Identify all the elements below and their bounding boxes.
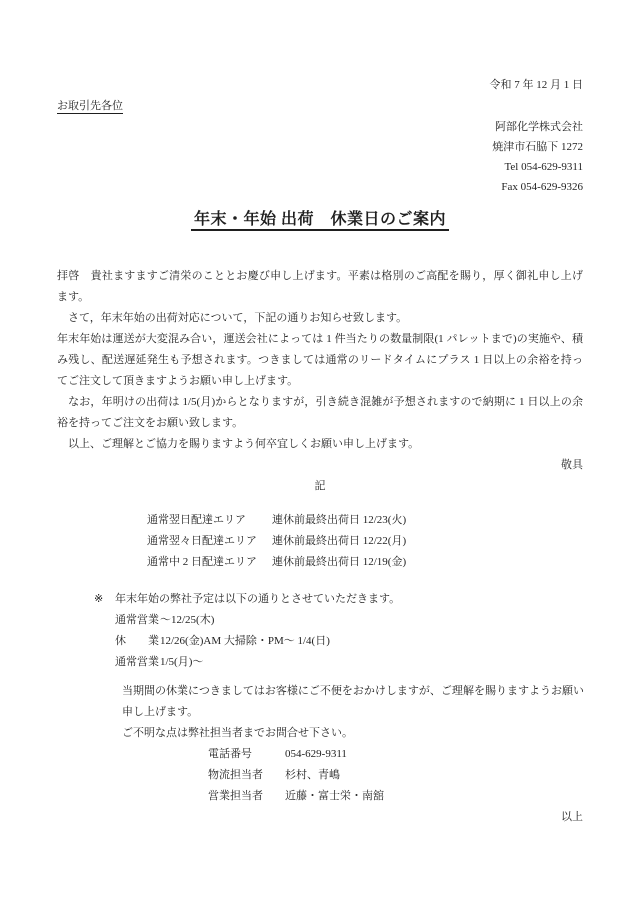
body-paragraph-greeting: 拝啓 貴社ますますご清栄のこととお慶び申し上げます。平素は格別のご高配を賜り，厚く御礼申し上げます。 <box>57 270 583 303</box>
delivery-deadline-value: 連休前最終出荷日 12/19(金) <box>272 556 407 568</box>
contact-label: 物流担当者 <box>208 769 263 781</box>
delivery-deadline-value: 連休前最終出荷日 12/22(月) <box>272 535 407 547</box>
sender-fax: Fax 054-629-9326 <box>501 181 583 193</box>
schedule-row <box>115 610 583 631</box>
schedule-label: 休 業 <box>115 635 159 647</box>
document-date: 令和 7 年 12 月 1 日 <box>489 79 583 91</box>
schedule-row <box>115 652 583 673</box>
delivery-area-label: 通常翌日配達エリア <box>147 514 246 526</box>
table-row <box>147 510 583 531</box>
body-text <box>57 266 583 455</box>
body-paragraph-shipping-notice: 年末年始は運送が大変混み合い，運送会社によっては 1 件当たりの数量制限(1 パレットまで)の実施や、積み残し、配送遅延発生も予想されます。つきましては通常のリードタイムにプラス 1 日以上の余裕を持ってご注文して頂きますようお願い申し上げます。 <box>57 333 583 387</box>
contact-label: 営業担当者 <box>208 790 263 802</box>
table-row <box>147 531 583 552</box>
body-paragraph-intro: さて，年末年始の出荷対応について，下記の通りお知らせ致します。 <box>57 312 408 324</box>
body-paragraph-request: 以上、ご理解とご協力を賜りますよう何卒宜しくお願い申し上げます。 <box>57 438 420 450</box>
contact-sales-staff: 近藤・富士栄・南舘 <box>285 790 384 802</box>
apology-paragraph: 当期間の休業につきましてはお客様にご不便をおかけしますが、ご理解を賜りますようお願い申し上げます。 <box>122 685 584 718</box>
sender-company: 阿部化学株式会社 <box>495 121 583 133</box>
schedule-value: 1/5(月)～ <box>160 656 204 668</box>
schedule-label: 通常営業 <box>115 614 159 626</box>
contact-block <box>208 744 583 807</box>
contact-row <box>208 786 583 807</box>
inquiry-paragraph: ご不明な点は弊社担当者までお問合せ下さい。 <box>122 727 353 739</box>
recipient-line <box>57 96 583 117</box>
schedule-label: 通常営業 <box>115 656 159 668</box>
contact-row <box>208 765 583 786</box>
delivery-deadline-table <box>147 510 583 573</box>
note-mark: ※ <box>94 593 104 605</box>
sender-tel: Tel 054-629-9311 <box>504 161 583 173</box>
schedule-row <box>115 631 583 652</box>
schedule-value: 12/26(金)AM 大掃除・PM～ 1/4(日) <box>160 635 330 647</box>
note-heading-row <box>94 589 583 610</box>
delivery-area-label: 通常翌々日配達エリア <box>147 535 257 547</box>
title-row <box>57 208 583 232</box>
contact-logistics-staff: 杉村、青嶋 <box>285 769 340 781</box>
closing-salutation: 敬具 <box>561 459 583 471</box>
table-row <box>147 552 583 573</box>
recipient: お取引先各位 <box>57 100 123 112</box>
note-heading: 年末年始の弊社予定は以下の通りとさせていただきます。 <box>115 593 401 605</box>
delivery-area-label: 通常中 2 日配達エリア <box>147 556 257 568</box>
contact-label: 電話番号 <box>208 748 252 760</box>
end-mark: 以上 <box>561 811 583 823</box>
body-paragraph-newyear-notice: なお，年明けの出荷は 1/5(月)からとなりますが，引き続き混雑が予想されますので納期に 1 日以上の余裕を持ってご注文をお願い致します。 <box>57 396 583 429</box>
contact-row <box>208 744 583 765</box>
contact-phone-number: 054-629-9311 <box>285 748 347 760</box>
record-heading: 記 <box>314 480 326 492</box>
schedule-value: ～12/25(木) <box>160 614 215 626</box>
sender-block <box>57 117 583 197</box>
holiday-schedule <box>115 610 583 673</box>
document-title: 年末・年始 出荷 休業日のご案内 <box>191 211 449 231</box>
sender-address: 焼津市石脇下 1272 <box>492 141 583 153</box>
delivery-deadline-value: 連休前最終出荷日 12/23(火) <box>272 514 407 526</box>
